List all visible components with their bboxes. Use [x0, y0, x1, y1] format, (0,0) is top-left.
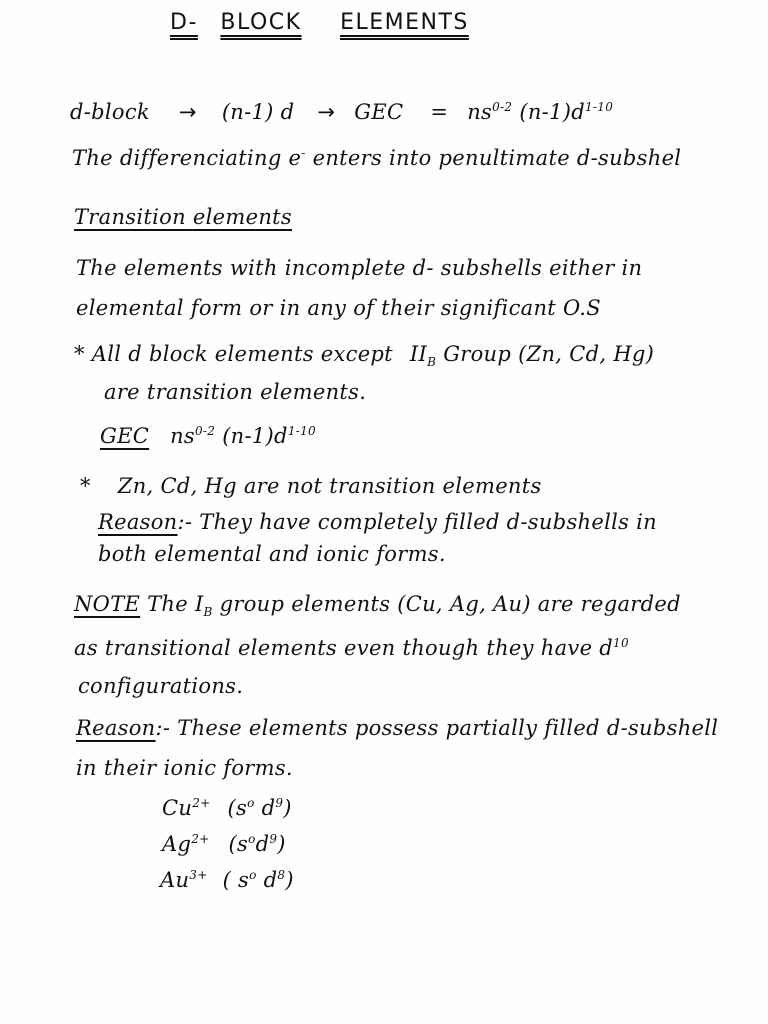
gec-formula: $ns^{0-2}$ $(n-1)d^{1-10}$ [467, 100, 614, 124]
reason-ib-line-1: Reason:- These elements possess partially filled d-subshell [76, 716, 719, 740]
reason-ib-line-2: in their ionic forms. [76, 756, 293, 780]
arrow-icon: → [317, 100, 336, 124]
title-block: BLOCK [220, 10, 302, 35]
reason-zn-line-2: both elemental and ionic forms. [98, 542, 446, 566]
title-prefix: D- [170, 10, 198, 35]
gec-label: GEC [354, 100, 404, 124]
reason-label: Reason [98, 510, 178, 534]
dblock-label: d-block [70, 100, 150, 124]
n1d-label: (n-1) d [221, 100, 295, 124]
equals-sign: = [430, 100, 449, 124]
title-elements: ELEMENTS [340, 10, 469, 35]
reason-zn-line-1: Reason:- They have completely filled d-subshells in [98, 510, 658, 534]
dblock-config-line [70, 100, 613, 124]
section-heading-transition: Transition elements [74, 205, 292, 229]
page-title [170, 10, 469, 35]
note-line-1: NOTE The $I_B$ group elements (Cu, Ag, Au) are regarded [74, 592, 681, 620]
ion-cu: $Cu^{2+}$ ($s^o$ $d^9$) [162, 796, 292, 820]
note-line-2: as transitional elements even though they have $d^{10}$ [74, 636, 629, 660]
bullet-all-d-block-cont: are transition elements. [104, 380, 367, 404]
arrow-icon: → [178, 100, 197, 124]
bullet-zn-cd-hg: * Zn, Cd, Hg are not transition elements [80, 474, 542, 498]
definition-line-1: The elements with incomplete d- subshells either in [76, 256, 643, 280]
ion-ag: $Ag^{2+}$ $(s^od^9)$ [162, 832, 286, 856]
gec-formula-2: GEC $ns^{0-2}$ $(n-1)d^{1-10}$ [100, 424, 316, 448]
ion-au: $Au^{3+}$ ( $s^o$ $d^8$) [160, 868, 294, 892]
bullet-all-d-block: * All d block elements except $II_B$ Group (Zn, Cd, Hg) [74, 342, 655, 370]
differentiating-electron-line: The differenciating e- enters into penultimate d-subshel [72, 146, 682, 170]
note-label: NOTE [74, 592, 141, 616]
note-line-3: configurations. [78, 674, 244, 698]
group-label: $II_B$ [409, 342, 437, 370]
reason-label: Reason [76, 716, 156, 740]
definition-line-2: elemental form or in any of their significant O.S [76, 296, 601, 320]
